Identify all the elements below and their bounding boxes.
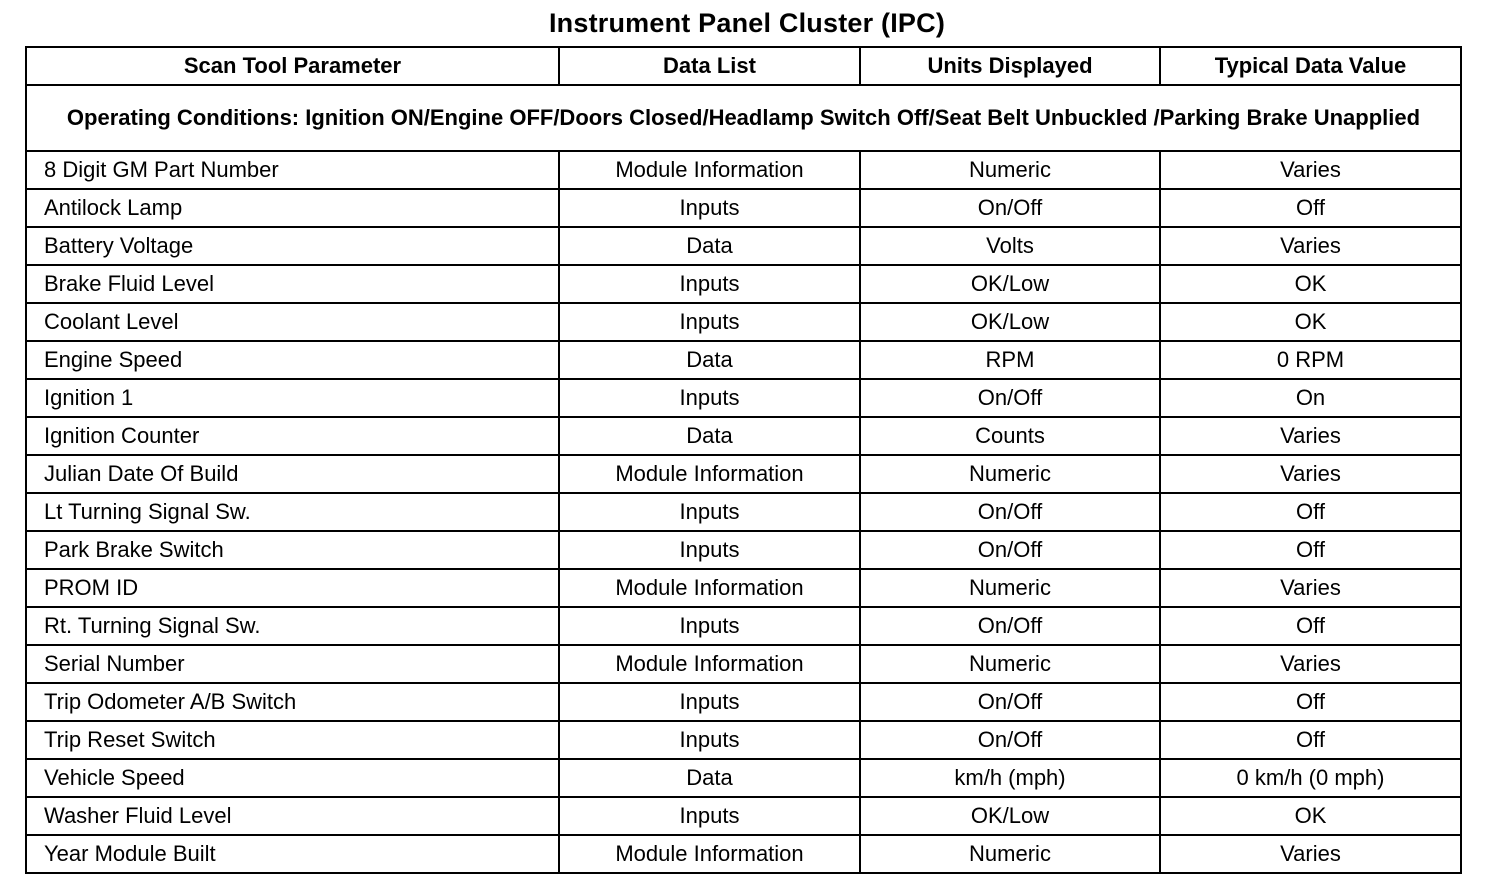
cell-data-list: Module Information [559, 835, 860, 873]
cell-data-list: Data [559, 341, 860, 379]
cell-units-displayed: Counts [860, 417, 1160, 455]
cell-scan-tool-parameter: Coolant Level [26, 303, 559, 341]
cell-units-displayed: On/Off [860, 607, 1160, 645]
table-row [26, 151, 1461, 189]
cell-typical-data-value: OK [1160, 797, 1461, 835]
cell-typical-data-value: OK [1160, 265, 1461, 303]
header-typical-data-value: Typical Data Value [1160, 47, 1461, 85]
cell-units-displayed: Numeric [860, 569, 1160, 607]
table-row [26, 227, 1461, 265]
cell-data-list: Inputs [559, 265, 860, 303]
table-row [26, 607, 1461, 645]
cell-units-displayed: Numeric [860, 455, 1160, 493]
table-title: Instrument Panel Cluster (IPC) [548, 8, 946, 38]
cell-units-displayed: On/Off [860, 683, 1160, 721]
table-row [26, 455, 1461, 493]
table-row [26, 493, 1461, 531]
cell-scan-tool-parameter: Year Module Built [26, 835, 559, 873]
table-row [26, 797, 1461, 835]
cell-units-displayed: km/h (mph) [860, 759, 1160, 797]
cell-units-displayed: OK/Low [860, 303, 1160, 341]
cell-data-list: Inputs [559, 379, 860, 417]
cell-units-displayed: On/Off [860, 721, 1160, 759]
cell-scan-tool-parameter: Park Brake Switch [26, 531, 559, 569]
cell-data-list: Inputs [559, 797, 860, 835]
cell-units-displayed: RPM [860, 341, 1160, 379]
table-row [26, 417, 1461, 455]
cell-data-list: Module Information [559, 455, 860, 493]
table-row [26, 341, 1461, 379]
cell-typical-data-value: Off [1160, 683, 1461, 721]
cell-data-list: Module Information [559, 569, 860, 607]
table-row [26, 569, 1461, 607]
header-units-displayed: Units Displayed [860, 47, 1160, 85]
cell-typical-data-value: Varies [1160, 227, 1461, 265]
table-row [26, 189, 1461, 227]
cell-scan-tool-parameter: Antilock Lamp [26, 189, 559, 227]
table-row [26, 531, 1461, 569]
cell-typical-data-value: Varies [1160, 417, 1461, 455]
cell-units-displayed: Numeric [860, 645, 1160, 683]
cell-data-list: Data [559, 227, 860, 265]
cell-typical-data-value: OK [1160, 303, 1461, 341]
cell-units-displayed: OK/Low [860, 797, 1160, 835]
cell-scan-tool-parameter: Ignition 1 [26, 379, 559, 417]
cell-typical-data-value: Varies [1160, 645, 1461, 683]
table-row [26, 683, 1461, 721]
cell-units-displayed: Numeric [860, 151, 1160, 189]
cell-units-displayed: On/Off [860, 493, 1160, 531]
cell-scan-tool-parameter: Battery Voltage [26, 227, 559, 265]
cell-data-list: Data [559, 759, 860, 797]
cell-scan-tool-parameter: Engine Speed [26, 341, 559, 379]
cell-units-displayed: On/Off [860, 189, 1160, 227]
cell-scan-tool-parameter: Trip Reset Switch [26, 721, 559, 759]
cell-data-list: Inputs [559, 303, 860, 341]
cell-typical-data-value: 0 km/h (0 mph) [1160, 759, 1461, 797]
cell-data-list: Inputs [559, 607, 860, 645]
cell-typical-data-value: Off [1160, 531, 1461, 569]
table-row [26, 303, 1461, 341]
cell-typical-data-value: Off [1160, 493, 1461, 531]
cell-scan-tool-parameter: Julian Date Of Build [26, 455, 559, 493]
cell-units-displayed: Numeric [860, 835, 1160, 873]
cell-scan-tool-parameter: Vehicle Speed [26, 759, 559, 797]
cell-units-displayed: On/Off [860, 531, 1160, 569]
cell-data-list: Inputs [559, 531, 860, 569]
cell-typical-data-value: Varies [1160, 569, 1461, 607]
operating-conditions: Operating Conditions: Ignition ON/Engine OFF/Doors Closed/Headlamp Switch Off/Seat Belt Unbuckled /Parking Brake Unapplied [26, 85, 1461, 151]
table-row [26, 379, 1461, 417]
table-row [26, 759, 1461, 797]
table-row [26, 835, 1461, 873]
cell-scan-tool-parameter: PROM ID [26, 569, 559, 607]
cell-typical-data-value: Varies [1160, 455, 1461, 493]
cell-typical-data-value: Varies [1160, 835, 1461, 873]
table-row [26, 645, 1461, 683]
cell-typical-data-value: Off [1160, 189, 1461, 227]
header-data-list: Data List [559, 47, 860, 85]
cell-typical-data-value: Varies [1160, 151, 1461, 189]
operating-conditions-row [26, 85, 1461, 151]
cell-scan-tool-parameter: Trip Odometer A/B Switch [26, 683, 559, 721]
cell-units-displayed: On/Off [860, 379, 1160, 417]
cell-data-list: Inputs [559, 189, 860, 227]
cell-scan-tool-parameter: 8 Digit GM Part Number [26, 151, 559, 189]
cell-units-displayed: Volts [860, 227, 1160, 265]
cell-scan-tool-parameter: Ignition Counter [26, 417, 559, 455]
cell-scan-tool-parameter: Washer Fluid Level [26, 797, 559, 835]
cell-scan-tool-parameter: Serial Number [26, 645, 559, 683]
table-row [26, 721, 1461, 759]
cell-scan-tool-parameter: Brake Fluid Level [26, 265, 559, 303]
cell-typical-data-value: 0 RPM [1160, 341, 1461, 379]
header-row [26, 47, 1461, 85]
cell-typical-data-value: Off [1160, 721, 1461, 759]
cell-data-list: Inputs [559, 493, 860, 531]
cell-data-list: Inputs [559, 721, 860, 759]
table-row [26, 265, 1461, 303]
cell-scan-tool-parameter: Lt Turning Signal Sw. [26, 493, 559, 531]
table-body [26, 85, 1461, 873]
cell-data-list: Inputs [559, 683, 860, 721]
cell-units-displayed: OK/Low [860, 265, 1160, 303]
cell-data-list: Module Information [559, 645, 860, 683]
header-scan-tool-parameter: Scan Tool Parameter [26, 47, 559, 85]
cell-data-list: Module Information [559, 151, 860, 189]
cell-typical-data-value: On [1160, 379, 1461, 417]
cell-data-list: Data [559, 417, 860, 455]
cell-typical-data-value: Off [1160, 607, 1461, 645]
cell-scan-tool-parameter: Rt. Turning Signal Sw. [26, 607, 559, 645]
ipc-parameter-table [25, 46, 1462, 874]
